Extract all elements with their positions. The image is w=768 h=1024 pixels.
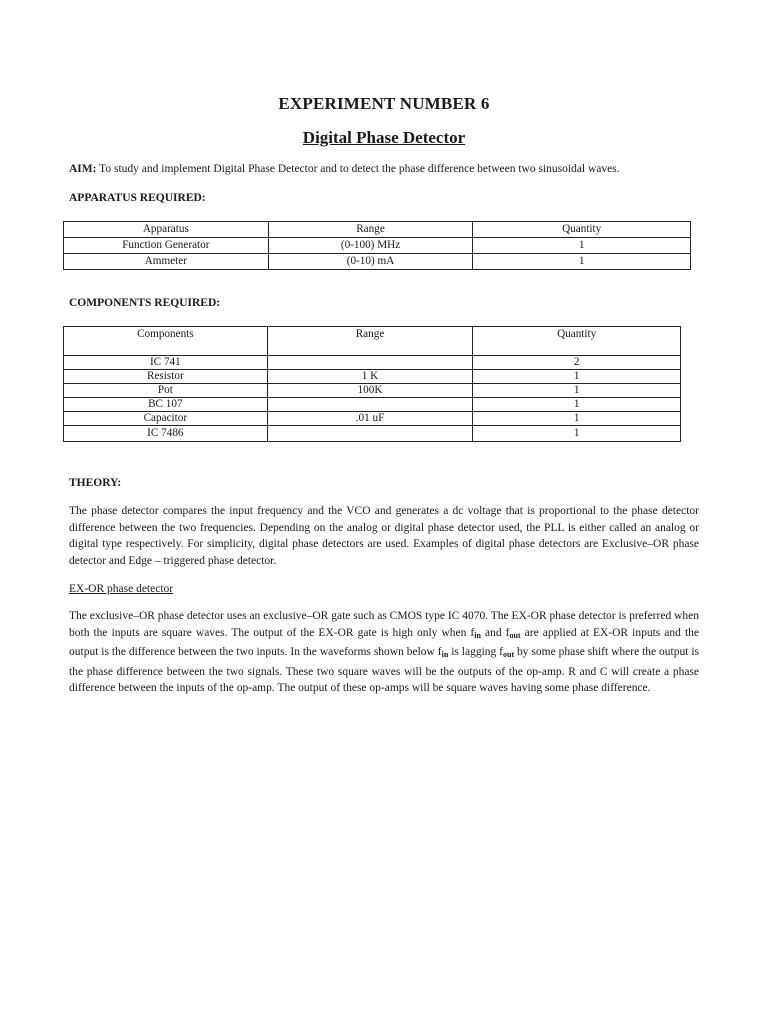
aim-paragraph (69, 163, 699, 175)
table-row (64, 238, 691, 254)
exor-text-a: The exclusive–OR phase detector uses an exclusive–OR gate such as CMOS type IC 4070. The EX-OR phase detector is preferred when both the inputs are square waves. The output of the EX-OR gate is high only when f (69, 610, 699, 639)
table-cell: .01 uF (267, 412, 473, 426)
components-heading: COMPONENTS REQUIRED: (69, 297, 221, 309)
table-cell: 1 (473, 384, 681, 398)
table-cell: 1 (473, 254, 691, 270)
f-out-subscript: out (503, 650, 515, 659)
header-cell: Range (267, 327, 473, 356)
apparatus-heading: APPARATUS REQUIRED: (69, 192, 206, 204)
table-row (64, 398, 681, 412)
table-cell (267, 426, 473, 442)
subtitle-text: Digital Phase Detector (302, 128, 466, 147)
table-cell: Ammeter (64, 254, 269, 270)
table-cell (267, 356, 473, 370)
table-header-row (64, 327, 681, 356)
table-cell: IC 741 (64, 356, 268, 370)
f-out-subscript: out (509, 630, 521, 640)
f-in-subscript: in (474, 630, 481, 640)
table-cell: (0-10) mA (268, 254, 473, 270)
theory-heading: THEORY: (69, 477, 122, 489)
header-cell: Quantity (473, 222, 691, 238)
apparatus-table (63, 221, 691, 270)
exor-subheading: EX-OR phase detector (69, 583, 174, 595)
table-row (64, 356, 681, 370)
table-cell: Capacitor (64, 412, 268, 426)
table-row (64, 412, 681, 426)
exor-text-e: by some phase shift where the output is the phase difference between the two signals. These two square waves will be the outputs of the op-amp. R and C will create a phase difference between the inputs of the op-amp. The output of these op-amps will be square waves having some phase difference. (69, 646, 700, 694)
table-cell: IC 7486 (64, 426, 268, 442)
table-row (64, 370, 681, 384)
table-cell: 1 (473, 426, 681, 442)
table-cell: 1 (473, 238, 691, 254)
exor-text-d: is lagging f (448, 646, 504, 658)
table-cell: 100K (267, 384, 473, 398)
aim-text: To study and implement Digital Phase Detector and to detect the phase difference between two sinusoidal waves. (96, 163, 620, 175)
experiment-title: EXPERIMENT NUMBER 6 (278, 94, 490, 113)
table-row (64, 384, 681, 398)
table-cell: 2 (473, 356, 681, 370)
header-cell: Apparatus (64, 222, 269, 238)
header-cell: Range (268, 222, 473, 238)
table-cell: Pot (64, 384, 268, 398)
table-cell: Function Generator (64, 238, 269, 254)
components-table (63, 326, 681, 442)
page-subtitle (0, 128, 768, 148)
table-row (64, 426, 681, 442)
table-cell: 1 (473, 412, 681, 426)
aim-label: AIM: (69, 163, 97, 175)
table-cell: Resistor (64, 370, 268, 384)
exor-text-c: are applied at EX-OR inputs and the output is the difference between the two inputs. In the waveforms shown below f (69, 626, 699, 658)
table-cell: (0-100) MHz (268, 238, 473, 254)
table-cell: 1 K (267, 370, 473, 384)
table-cell: BC 107 (64, 398, 268, 412)
table-cell (267, 398, 473, 412)
table-header-row (64, 222, 691, 238)
table-cell: 1 (473, 398, 681, 412)
exor-text-b: and f (480, 626, 510, 639)
f-in-subscript: in (441, 650, 449, 659)
exor-paragraph (69, 608, 699, 697)
table-cell: 1 (473, 370, 681, 384)
header-cell: Components (64, 327, 268, 356)
table-row (64, 254, 691, 270)
theory-paragraph: The phase detector compares the input frequency and the VCO and generates a dc voltage that is proportional to the phase detector difference between the two frequencies. Depending on the analog or digital phase detector used, the PLL is either called an analog or digital type respectively. For simplicity, digital phase detectors are used. Examples of digital phase detectors are Exclusive–OR phase detector and Edge – triggered phase detector. (69, 505, 699, 567)
header-cell: Quantity (473, 327, 681, 356)
